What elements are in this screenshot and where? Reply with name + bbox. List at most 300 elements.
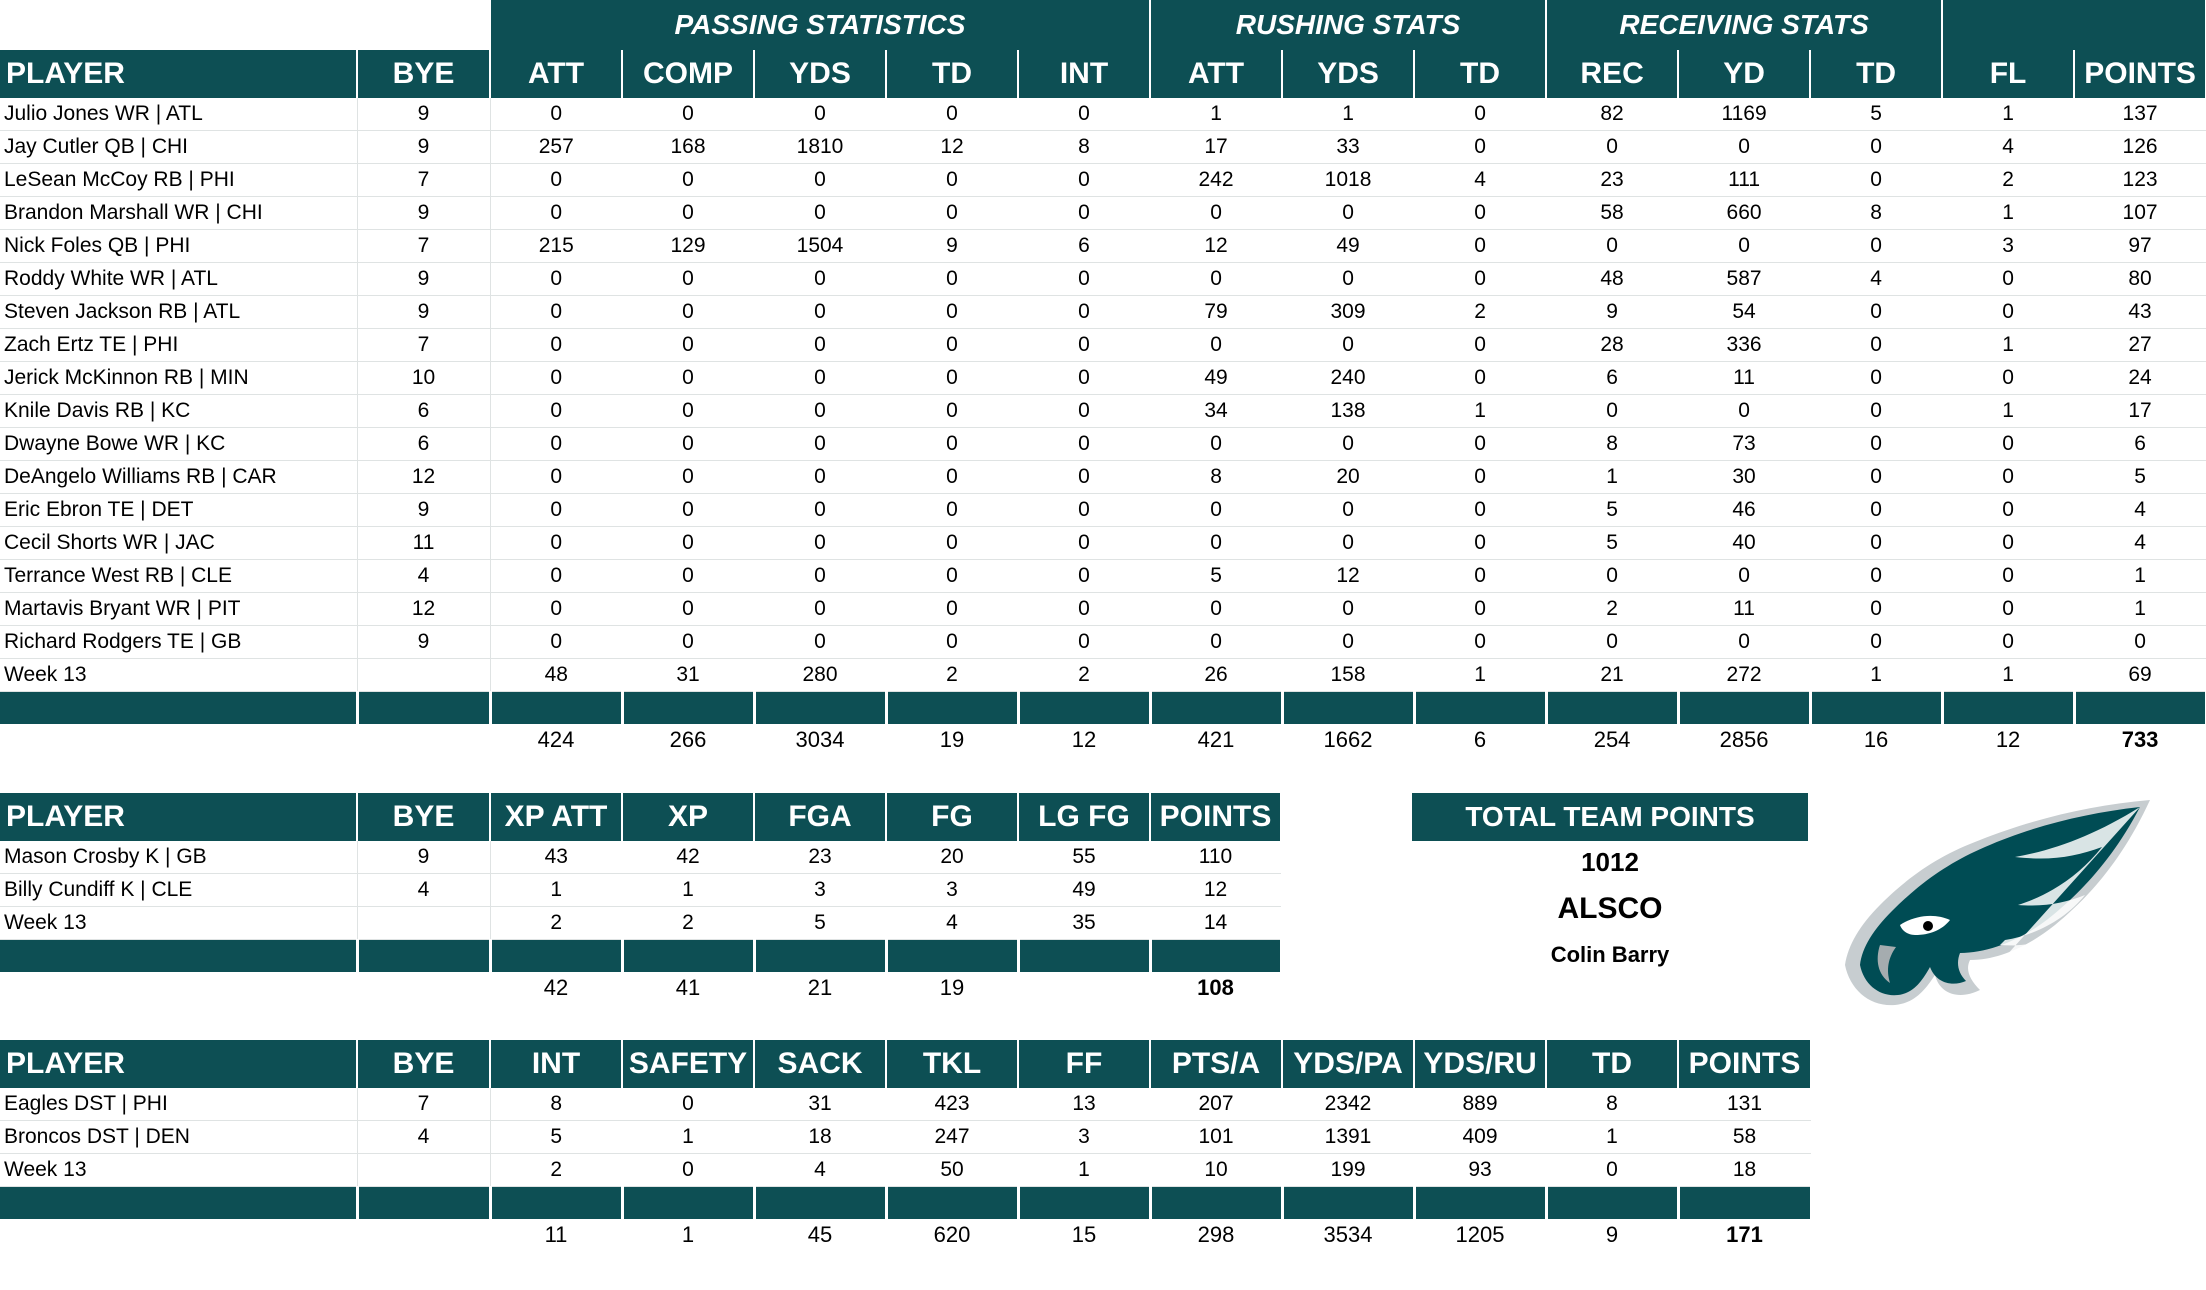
total-cell: 19 — [939, 975, 965, 1000]
stat-cell: 0 — [1018, 362, 1150, 395]
column-header-fga: FGA — [754, 793, 886, 841]
column-header-td: TD — [1810, 50, 1942, 98]
stat-cell: 0 — [886, 560, 1018, 593]
stat-cell: 0 — [622, 164, 754, 197]
player-name-cell: Jerick McKinnon RB | MIN — [0, 362, 357, 395]
stat-cell: 0 — [1810, 626, 1942, 659]
stat-cell: 50 — [886, 1154, 1018, 1187]
column-header-xp-att: XP ATT — [490, 793, 622, 841]
table-row — [0, 362, 2206, 395]
stat-cell: 1 — [1018, 1154, 1150, 1187]
total-cell: 15 — [1071, 1222, 1097, 1247]
separator-cell — [1018, 1187, 1150, 1220]
separator-cell — [1018, 692, 1150, 725]
stat-cell: 34 — [1150, 395, 1282, 428]
stat-cell: 1 — [1942, 197, 2074, 230]
stat-cell: 0 — [490, 329, 622, 362]
stat-cell: 5 — [754, 907, 886, 940]
stat-cell: 11 — [1678, 593, 1810, 626]
stat-cell: 7 — [357, 1088, 490, 1121]
stat-cell: 46 — [1678, 494, 1810, 527]
stat-cell: 6 — [357, 395, 490, 428]
stat-cell: 138 — [1282, 395, 1414, 428]
stat-cell: 0 — [1810, 593, 1942, 626]
stat-cell: 0 — [1942, 263, 2074, 296]
stat-cell: 0 — [1810, 428, 1942, 461]
stat-cell: 0 — [886, 527, 1018, 560]
stat-cell: 272 — [1678, 659, 1810, 692]
stat-cell: 0 — [1810, 230, 1942, 263]
separator-cell — [1150, 1187, 1282, 1220]
stat-cell: 17 — [2074, 395, 2206, 428]
stat-cell: 6 — [1546, 362, 1678, 395]
stat-cell: 8 — [1546, 1088, 1678, 1121]
group-header-blank — [0, 0, 490, 50]
separator-cell — [886, 940, 1018, 973]
stat-cell: 1 — [1414, 659, 1546, 692]
group-header-blank-right — [1942, 0, 2206, 50]
player-name-cell: Cecil Shorts WR | JAC — [0, 527, 357, 560]
stat-cell: 43 — [490, 841, 622, 874]
stat-cell: 0 — [1414, 329, 1546, 362]
stat-cell: 0 — [754, 395, 886, 428]
stat-cell: 0 — [1018, 197, 1150, 230]
table-row — [0, 230, 2206, 263]
stat-cell: 73 — [1678, 428, 1810, 461]
stat-cell: 1 — [1942, 659, 2074, 692]
stat-cell: 123 — [2074, 164, 2206, 197]
stat-cell: 0 — [1282, 197, 1414, 230]
stat-cell: 0 — [490, 197, 622, 230]
table-row — [0, 296, 2206, 329]
stat-cell: 9 — [357, 131, 490, 164]
stat-cell: 111 — [1678, 164, 1810, 197]
player-name-cell: Terrance West RB | CLE — [0, 560, 357, 593]
stat-cell: 2 — [490, 907, 622, 940]
separator-cell — [754, 940, 886, 973]
stat-cell: 0 — [1282, 428, 1414, 461]
separator-cell — [0, 1187, 357, 1220]
stat-cell: 23 — [754, 841, 886, 874]
stat-cell: 0 — [1942, 296, 2074, 329]
total-cell: 3534 — [1323, 1222, 1373, 1247]
stat-cell: 0 — [754, 527, 886, 560]
separator-cell — [1414, 1187, 1546, 1220]
stat-cell: 309 — [1282, 296, 1414, 329]
player-name-cell: Julio Jones WR | ATL — [0, 98, 357, 131]
stat-cell: 9 — [357, 263, 490, 296]
group-header-rushing: RUSHING STATS — [1150, 0, 1546, 50]
totals-row — [0, 972, 1281, 1004]
table-row — [0, 841, 1281, 874]
stat-cell: 69 — [2074, 659, 2206, 692]
column-header-bye: BYE — [357, 1040, 490, 1088]
stat-cell: 0 — [1678, 626, 1810, 659]
stat-cell: 0 — [1810, 329, 1942, 362]
player-name-cell: Dwayne Bowe WR | KC — [0, 428, 357, 461]
stat-cell: 158 — [1282, 659, 1414, 692]
kicker-stats-table — [0, 793, 1283, 1004]
total-cell: 108 — [1197, 975, 1234, 1000]
table-row — [0, 164, 2206, 197]
stat-cell: 0 — [1018, 395, 1150, 428]
stat-cell: 131 — [1678, 1088, 1811, 1121]
total-cell — [357, 972, 490, 1004]
stat-cell: 0 — [1942, 560, 2074, 593]
total-cell — [0, 972, 357, 1004]
stat-cell: 0 — [490, 98, 622, 131]
stat-cell: 137 — [2074, 98, 2206, 131]
column-header-player: PLAYER — [0, 793, 357, 841]
stat-cell: 1 — [1546, 461, 1678, 494]
stat-cell: 0 — [1150, 428, 1282, 461]
stat-cell: 0 — [754, 263, 886, 296]
stat-cell: 8 — [1546, 428, 1678, 461]
stat-cell: 0 — [622, 296, 754, 329]
stat-cell: 0 — [1018, 164, 1150, 197]
table-row — [0, 1088, 1811, 1121]
stat-cell: 28 — [1546, 329, 1678, 362]
stat-cell: 0 — [1150, 494, 1282, 527]
separator-cell — [0, 940, 357, 973]
separator-cell — [622, 692, 754, 725]
stat-cell: 0 — [754, 560, 886, 593]
stat-cell: 55 — [1018, 841, 1150, 874]
column-header-fl: FL — [1942, 50, 2074, 98]
stat-cell: 0 — [886, 626, 1018, 659]
column-header-points: POINTS — [1678, 1040, 1811, 1088]
stat-cell: 0 — [1546, 1154, 1678, 1187]
separator-cell — [1150, 940, 1281, 973]
column-header-bye: BYE — [357, 50, 490, 98]
column-header-xp: XP — [622, 793, 754, 841]
separator-cell — [1678, 692, 1810, 725]
stat-cell: 0 — [490, 362, 622, 395]
total-cell: 19 — [939, 727, 965, 752]
stat-cell: 0 — [1942, 593, 2074, 626]
total-cell: 1662 — [1323, 727, 1373, 752]
stat-cell: 0 — [490, 527, 622, 560]
player-name-cell: Billy Cundiff K | CLE — [0, 874, 357, 907]
column-header-att: ATT — [490, 50, 622, 98]
stat-cell: 49 — [1150, 362, 1282, 395]
defense-stats-table — [0, 1040, 1813, 1251]
stat-cell: 0 — [1414, 131, 1546, 164]
stat-cell: 0 — [1150, 329, 1282, 362]
stat-cell: 13 — [1018, 1088, 1150, 1121]
stat-cell: 49 — [1018, 874, 1150, 907]
stat-cell: 0 — [1018, 329, 1150, 362]
stat-cell: 0 — [1942, 527, 2074, 560]
stat-cell: 0 — [1018, 593, 1150, 626]
totals-row — [0, 1219, 1811, 1251]
column-header-ff: FF — [1018, 1040, 1150, 1088]
column-header-points: POINTS — [1150, 793, 1281, 841]
stat-cell: 240 — [1282, 362, 1414, 395]
separator-cell — [1282, 692, 1414, 725]
stat-cell: 1 — [490, 874, 622, 907]
stat-cell: 1 — [1150, 98, 1282, 131]
stat-cell: 80 — [2074, 263, 2206, 296]
stat-cell: 0 — [622, 263, 754, 296]
table-row — [0, 329, 2206, 362]
stat-cell: 0 — [622, 527, 754, 560]
player-name-cell: Week 13 — [0, 907, 357, 940]
stat-cell: 26 — [1150, 659, 1282, 692]
stat-cell: 4 — [886, 907, 1018, 940]
stat-cell: 0 — [886, 461, 1018, 494]
stat-cell: 4 — [1810, 263, 1942, 296]
stat-cell: 0 — [1810, 131, 1942, 164]
stat-cell: 0 — [1546, 131, 1678, 164]
stat-cell: 1 — [1942, 395, 2074, 428]
stat-cell: 27 — [2074, 329, 2206, 362]
stat-cell: 0 — [1414, 527, 1546, 560]
stat-cell: 1 — [2074, 593, 2206, 626]
stat-cell: 9 — [357, 296, 490, 329]
stat-cell: 0 — [1942, 494, 2074, 527]
stat-cell: 0 — [1414, 461, 1546, 494]
separator-bar — [0, 940, 1281, 973]
separator-cell — [886, 692, 1018, 725]
stat-cell: 2 — [886, 659, 1018, 692]
stat-cell: 0 — [1018, 626, 1150, 659]
stat-cell: 4 — [2074, 494, 2206, 527]
stat-cell: 0 — [1282, 329, 1414, 362]
stat-cell: 0 — [490, 428, 622, 461]
total-cell: 266 — [669, 727, 707, 752]
stat-cell: 1 — [622, 1121, 754, 1154]
stat-cell: 242 — [1150, 164, 1282, 197]
stat-cell: 9 — [357, 626, 490, 659]
stat-cell: 20 — [1282, 461, 1414, 494]
player-name-cell: Roddy White WR | ATL — [0, 263, 357, 296]
total-cell — [357, 1219, 490, 1251]
stat-cell: 0 — [754, 626, 886, 659]
stat-cell: 48 — [490, 659, 622, 692]
stat-cell: 0 — [1414, 263, 1546, 296]
separator-cell — [490, 940, 622, 973]
separator-cell — [357, 1187, 490, 1220]
column-header-yds-pa: YDS/PA — [1282, 1040, 1414, 1088]
stat-cell: 12 — [1282, 560, 1414, 593]
stat-cell: 0 — [1018, 98, 1150, 131]
stat-cell: 0 — [1414, 362, 1546, 395]
stat-cell: 2 — [1414, 296, 1546, 329]
stat-cell: 1504 — [754, 230, 886, 263]
stat-cell: 0 — [1282, 626, 1414, 659]
stat-cell: 0 — [622, 626, 754, 659]
stat-cell: 6 — [2074, 428, 2206, 461]
stat-cell: 9 — [357, 494, 490, 527]
table-row — [0, 874, 1281, 907]
stat-cell: 31 — [754, 1088, 886, 1121]
stat-cell: 2342 — [1282, 1088, 1414, 1121]
stat-cell: 0 — [1414, 428, 1546, 461]
stat-cell: 12 — [1150, 230, 1282, 263]
separator-cell — [0, 692, 357, 725]
table-row — [0, 1121, 1811, 1154]
stat-cell: 0 — [1546, 395, 1678, 428]
stat-cell: 0 — [1282, 494, 1414, 527]
stat-cell: 0 — [886, 197, 1018, 230]
stat-cell: 4 — [754, 1154, 886, 1187]
player-name-cell: Eagles DST | PHI — [0, 1088, 357, 1121]
separator-cell — [1810, 692, 1942, 725]
stat-cell: 6 — [357, 428, 490, 461]
stat-cell — [357, 907, 490, 940]
stat-cell: 409 — [1414, 1121, 1546, 1154]
stat-cell: 336 — [1678, 329, 1810, 362]
stat-cell: 18 — [1678, 1154, 1811, 1187]
stat-cell: 5 — [1546, 527, 1678, 560]
stat-cell: 0 — [2074, 626, 2206, 659]
stat-cell: 0 — [1810, 560, 1942, 593]
stat-cell: 0 — [886, 98, 1018, 131]
team-points-title: TOTAL TEAM POINTS — [1412, 793, 1808, 841]
stat-cell: 0 — [1414, 593, 1546, 626]
player-name-cell: Martavis Bryant WR | PIT — [0, 593, 357, 626]
separator-cell — [886, 1187, 1018, 1220]
stat-cell: 0 — [622, 461, 754, 494]
stat-cell: 9 — [357, 98, 490, 131]
table-row — [0, 593, 2206, 626]
stat-cell: 0 — [754, 296, 886, 329]
stat-cell: 1391 — [1282, 1121, 1414, 1154]
stat-cell: 20 — [886, 841, 1018, 874]
column-header-td: TD — [886, 50, 1018, 98]
stat-cell: 12 — [357, 593, 490, 626]
column-header-td: TD — [1414, 50, 1546, 98]
stat-cell: 1 — [2074, 560, 2206, 593]
stat-cell: 207 — [1150, 1088, 1282, 1121]
stat-cell: 1 — [1546, 1121, 1678, 1154]
stat-cell — [357, 1154, 490, 1187]
stat-cell: 82 — [1546, 98, 1678, 131]
team-points-value: 1012 — [1581, 847, 1639, 877]
stat-cell: 4 — [357, 874, 490, 907]
stat-cell: 0 — [622, 494, 754, 527]
stat-cell: 101 — [1150, 1121, 1282, 1154]
stat-cell: 0 — [1942, 428, 2074, 461]
total-cell — [357, 724, 490, 756]
separator-cell — [1942, 692, 2074, 725]
stat-cell: 3 — [886, 874, 1018, 907]
stat-cell: 1810 — [754, 131, 886, 164]
stat-cell: 0 — [622, 1154, 754, 1187]
stat-cell: 0 — [886, 494, 1018, 527]
stat-cell: 12 — [1150, 874, 1281, 907]
player-name-cell: Nick Foles QB | PHI — [0, 230, 357, 263]
stat-cell: 9 — [886, 230, 1018, 263]
player-name-cell: Brandon Marshall WR | CHI — [0, 197, 357, 230]
stat-cell: 8 — [1150, 461, 1282, 494]
stat-cell: 0 — [1150, 263, 1282, 296]
stat-cell: 0 — [1150, 626, 1282, 659]
stat-cell: 10 — [1150, 1154, 1282, 1187]
player-name-cell: Mason Crosby K | GB — [0, 841, 357, 874]
column-header-int: INT — [490, 1040, 622, 1088]
stat-cell: 8 — [1018, 131, 1150, 164]
table-row — [0, 907, 1281, 940]
stat-cell: 17 — [1150, 131, 1282, 164]
column-header-yds: YDS — [754, 50, 886, 98]
team-name: ALSCO — [1557, 892, 1663, 925]
total-cell: 12 — [1995, 727, 2021, 752]
column-header-comp: COMP — [622, 50, 754, 98]
stat-cell: 30 — [1678, 461, 1810, 494]
total-cell: 42 — [543, 975, 569, 1000]
separator-cell — [357, 692, 490, 725]
stat-cell: 1169 — [1678, 98, 1810, 131]
stat-cell: 0 — [1282, 527, 1414, 560]
stat-cell: 0 — [1018, 527, 1150, 560]
stat-cell: 0 — [1942, 362, 2074, 395]
total-cell — [1018, 972, 1150, 1004]
table-row — [0, 494, 2206, 527]
stat-cell — [357, 659, 490, 692]
stat-cell: 0 — [1678, 395, 1810, 428]
stat-cell: 4 — [357, 560, 490, 593]
stat-cell: 0 — [1018, 560, 1150, 593]
total-cell: 733 — [2121, 727, 2159, 752]
stat-cell: 5 — [2074, 461, 2206, 494]
stat-cell: 257 — [490, 131, 622, 164]
stat-cell: 0 — [886, 362, 1018, 395]
stat-cell: 8 — [490, 1088, 622, 1121]
stat-cell: 107 — [2074, 197, 2206, 230]
stat-cell: 0 — [490, 626, 622, 659]
stat-cell: 0 — [622, 428, 754, 461]
column-header-yds: YDS — [1282, 50, 1414, 98]
column-header-yds-ru: YDS/RU — [1414, 1040, 1546, 1088]
group-header-passing: PASSING STATISTICS — [490, 0, 1150, 50]
stat-cell: 12 — [886, 131, 1018, 164]
stat-cell: 0 — [1150, 593, 1282, 626]
stat-cell: 43 — [2074, 296, 2206, 329]
total-cell: 424 — [537, 727, 575, 752]
stat-cell: 660 — [1678, 197, 1810, 230]
stat-cell: 0 — [1282, 263, 1414, 296]
group-header-receiving: RECEIVING STATS — [1546, 0, 1942, 50]
table-row — [0, 197, 2206, 230]
stat-cell: 21 — [1546, 659, 1678, 692]
stat-cell: 58 — [1678, 1121, 1811, 1154]
separator-cell — [357, 940, 490, 973]
total-cell: 171 — [1726, 1222, 1763, 1247]
stat-cell: 4 — [357, 1121, 490, 1154]
table-row — [0, 263, 2206, 296]
total-cell: 9 — [1605, 1222, 1619, 1247]
separator-cell — [1546, 692, 1678, 725]
stat-cell: 54 — [1678, 296, 1810, 329]
team-points-box — [1412, 793, 1808, 968]
player-name-cell: Week 13 — [0, 1154, 357, 1187]
stat-cell: 0 — [754, 494, 886, 527]
stat-cell: 1 — [1942, 98, 2074, 131]
stat-cell: 33 — [1282, 131, 1414, 164]
stat-cell: 93 — [1414, 1154, 1546, 1187]
player-name-cell: Jay Cutler QB | CHI — [0, 131, 357, 164]
stat-cell: 0 — [1678, 560, 1810, 593]
stat-cell: 5 — [490, 1121, 622, 1154]
stat-cell: 2 — [1546, 593, 1678, 626]
stat-cell: 0 — [1678, 230, 1810, 263]
separator-cell — [1678, 1187, 1811, 1220]
stat-cell: 0 — [490, 461, 622, 494]
stat-cell: 0 — [1414, 230, 1546, 263]
player-name-cell: Broncos DST | DEN — [0, 1121, 357, 1154]
